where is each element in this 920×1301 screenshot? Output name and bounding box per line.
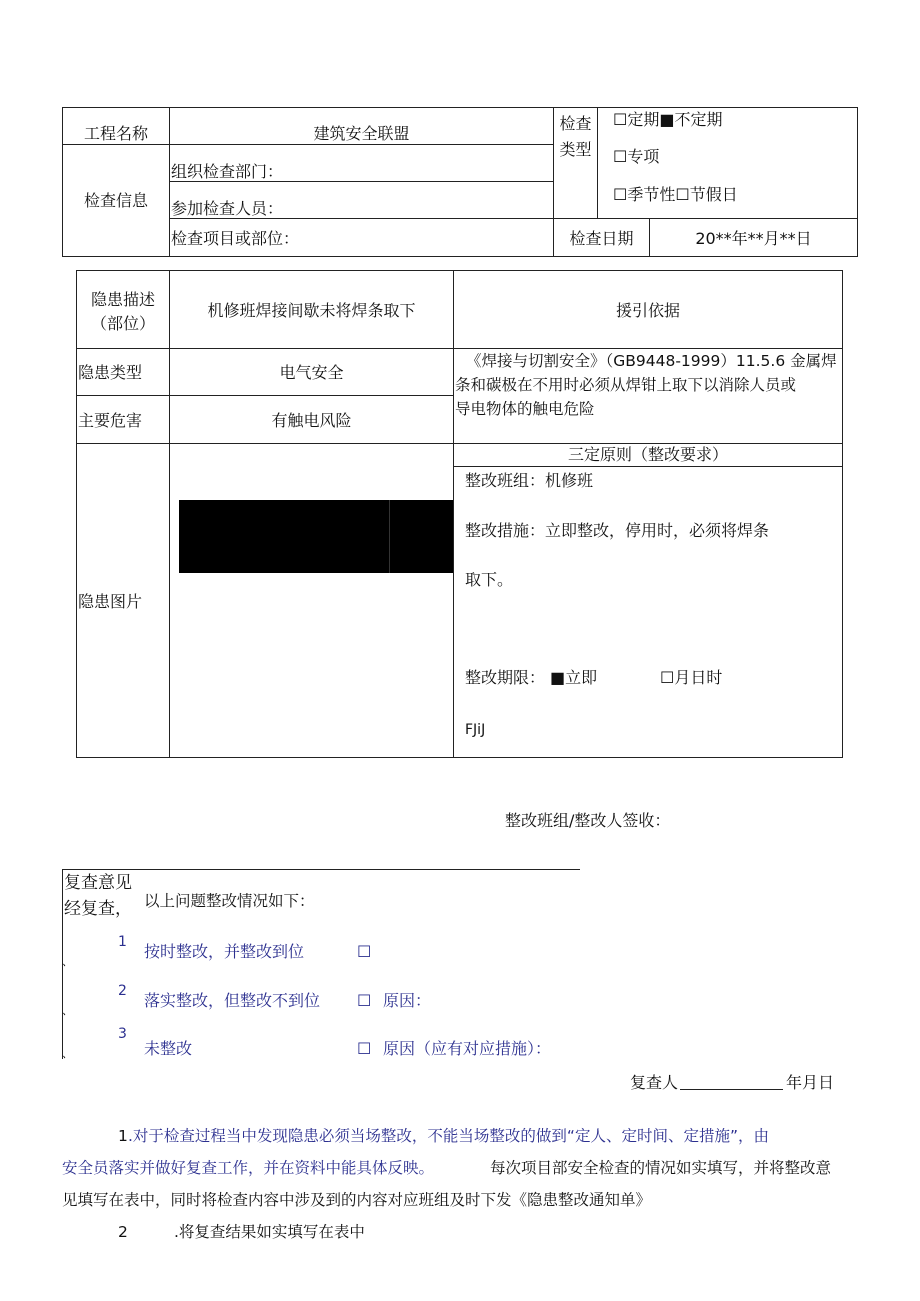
- deadline-date-option: ☐月日时: [660, 668, 723, 687]
- review-item-2-number: 2: [118, 983, 127, 999]
- review-item-3-reason: 原因（应有对应措施）：: [383, 1039, 552, 1058]
- note-1-number: 1: [118, 1127, 128, 1145]
- note-1-line-2b: 每次项目部安全检查的情况如实填写，并将整改意: [490, 1159, 832, 1177]
- check-type-label-2: 类型: [559, 140, 592, 159]
- main-harm-label: 主要危害: [78, 411, 143, 430]
- review-item-3-checkbox[interactable]: ☐: [357, 1039, 372, 1058]
- review-item-2-checkbox[interactable]: ☐: [357, 991, 372, 1010]
- hazard-photo-redacted: [179, 500, 453, 573]
- check-type-label-1: 检查: [559, 114, 592, 133]
- check-date-value: 20**年**月**日: [695, 229, 812, 248]
- rectify-measure-line-2: 取下。: [465, 570, 514, 589]
- review-item-2-reason: 原因：: [383, 991, 432, 1010]
- reviewer-signature-line: [680, 1089, 783, 1090]
- check-type-option-special: ☐专项: [613, 147, 660, 166]
- item-field-label: 检查项目或部位：: [171, 229, 300, 248]
- check-info-label: 检查信息: [83, 191, 148, 210]
- dept-field-label: 组织检查部门：: [171, 162, 284, 181]
- check-type-option-regular: ☐定期■不定期: [613, 110, 723, 129]
- review-item-3-text: 未整改: [144, 1039, 193, 1058]
- review-label-1: 复查意见: [64, 873, 132, 893]
- rectify-measure-line-1: 整改措施：立即整改，停用时，必须将焊条: [465, 521, 770, 540]
- review-item-1-text: 按时整改，并整改到位: [144, 942, 305, 961]
- hazard-desc-value: 机修班焊接间歇未将焊条取下: [207, 301, 416, 320]
- staff-field-label: 参加检查人员：: [171, 199, 284, 218]
- check-date-label: 检查日期: [569, 229, 634, 248]
- review-item-1-checkbox[interactable]: ☐: [357, 942, 372, 961]
- review-item-1-comma: 、: [62, 955, 73, 968]
- fjij-text: FJiJ: [465, 722, 486, 738]
- hazard-photo-label: 隐患图片: [78, 592, 143, 611]
- review-item-3-comma: 、: [62, 1047, 73, 1060]
- note-1-line-3: 见填写在表中，同时将检查内容中涉及到的内容对应班组及时下发《隐患整改通知单》: [62, 1191, 652, 1209]
- note-2-number: 2: [118, 1223, 128, 1241]
- hazard-type-value: 电气安全: [279, 363, 344, 382]
- review-item-2-comma: 、: [62, 1004, 73, 1017]
- note-1-line-1: .对于检查过程当中发现隐患必须当场整改，不能当场整改的做到“定人、定时间、定措施”，由: [128, 1127, 769, 1145]
- reviewer-label: 复查人: [630, 1073, 679, 1092]
- signoff-text: 整改班组/整改人签收：: [505, 811, 671, 830]
- check-type-option-seasonal: ☐季节性☐节假日: [613, 185, 738, 204]
- review-item-2-text: 落实整改，但整改不到位: [144, 991, 321, 1010]
- three-principles-title: 三定原则（整改要求）: [567, 445, 728, 464]
- basis-text-line-1: 《焊接与切割安全》（GB9448-1999）11.5.6 金属焊: [466, 352, 837, 370]
- deadline-immediate-option: ■立即: [550, 668, 598, 687]
- project-name-label: 工程名称: [83, 124, 148, 143]
- basis-text-line-2: 条和碳极在不用时必须从焊钳上取下以消除人员或: [455, 376, 797, 394]
- hazard-type-label: 隐患类型: [78, 363, 143, 382]
- rectify-team: 整改班组：机修班: [465, 471, 594, 490]
- review-item-1-number: 1: [118, 934, 127, 950]
- note-2-text: .将复查结果如实填写在表中: [174, 1223, 365, 1241]
- review-intro: 以上问题整改情况如下：: [144, 892, 315, 910]
- rectify-deadline-label: 整改期限：: [465, 668, 546, 687]
- main-harm-value: 有触电风险: [271, 411, 352, 430]
- project-name-value: 建筑安全联盟: [313, 124, 410, 143]
- note-1-line-2a: 安全员落实并做好复查工作，并在资料中能具体反映。: [62, 1159, 435, 1177]
- review-label-2: 经复查，: [64, 899, 132, 919]
- review-item-3-number: 3: [118, 1026, 127, 1042]
- hazard-desc-label-2: （部位）: [90, 314, 155, 333]
- basis-label: 援引依据: [615, 301, 680, 320]
- basis-text-line-3: 导电物体的触电危险: [455, 400, 595, 418]
- review-date-tail: 年月日: [786, 1073, 835, 1092]
- hazard-desc-label-1: 隐患描述: [90, 290, 155, 309]
